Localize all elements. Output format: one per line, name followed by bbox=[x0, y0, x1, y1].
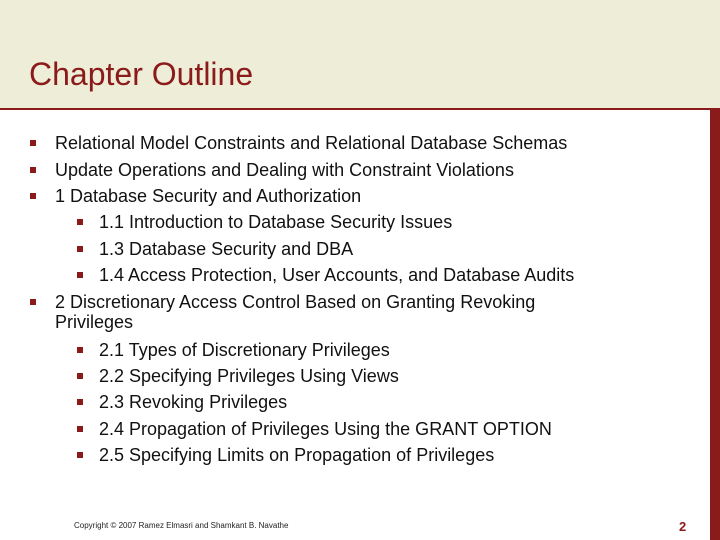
outline-item: Update Operations and Dealing with Constraint Violations bbox=[55, 160, 514, 180]
bullet-icon bbox=[77, 272, 83, 278]
bullet-icon bbox=[30, 193, 36, 199]
bullet-icon bbox=[30, 167, 36, 173]
bullet-icon bbox=[77, 373, 83, 379]
page-number: 2 bbox=[679, 519, 687, 534]
outline-item: Relational Model Constraints and Relational Database Schemas bbox=[55, 133, 568, 153]
bullet-icon bbox=[77, 399, 83, 405]
bullet-icon bbox=[30, 140, 36, 146]
copyright-footer: Copyright © 2007 Ramez Elmasri and Shamkant B. Navathe bbox=[74, 521, 289, 530]
outline-subitem: 1.3 Database Security and DBA bbox=[99, 239, 354, 259]
bullet-icon bbox=[30, 299, 36, 305]
outline-item: 2 Discretionary Access Control Based on Granting Revoking bbox=[55, 292, 536, 312]
outline-item-continuation: Privileges bbox=[55, 312, 134, 332]
outline-subitem: 2.5 Specifying Limits on Propagation of Privileges bbox=[99, 445, 495, 465]
outline-subitem: 1.4 Access Protection, User Accounts, and Database Audits bbox=[99, 265, 575, 285]
bullet-icon bbox=[77, 452, 83, 458]
bullet-icon bbox=[77, 347, 83, 353]
bullet-icon bbox=[77, 246, 83, 252]
outline-subitem: 2.2 Specifying Privileges Using Views bbox=[99, 366, 399, 386]
outline-subitem: 2.3 Revoking Privileges bbox=[99, 392, 288, 412]
bullet-icon bbox=[77, 426, 83, 432]
outline-subitem: 2.1 Types of Discretionary Privileges bbox=[99, 340, 390, 360]
outline-subitem: 1.1 Introduction to Database Security Issues bbox=[99, 212, 453, 232]
outline-subitem: 2.4 Propagation of Privileges Using the GRANT OPTION bbox=[99, 419, 552, 439]
slide-title: Chapter Outline bbox=[29, 56, 254, 92]
bullet-icon bbox=[77, 219, 83, 225]
outline-item: 1 Database Security and Authorization bbox=[55, 186, 362, 206]
